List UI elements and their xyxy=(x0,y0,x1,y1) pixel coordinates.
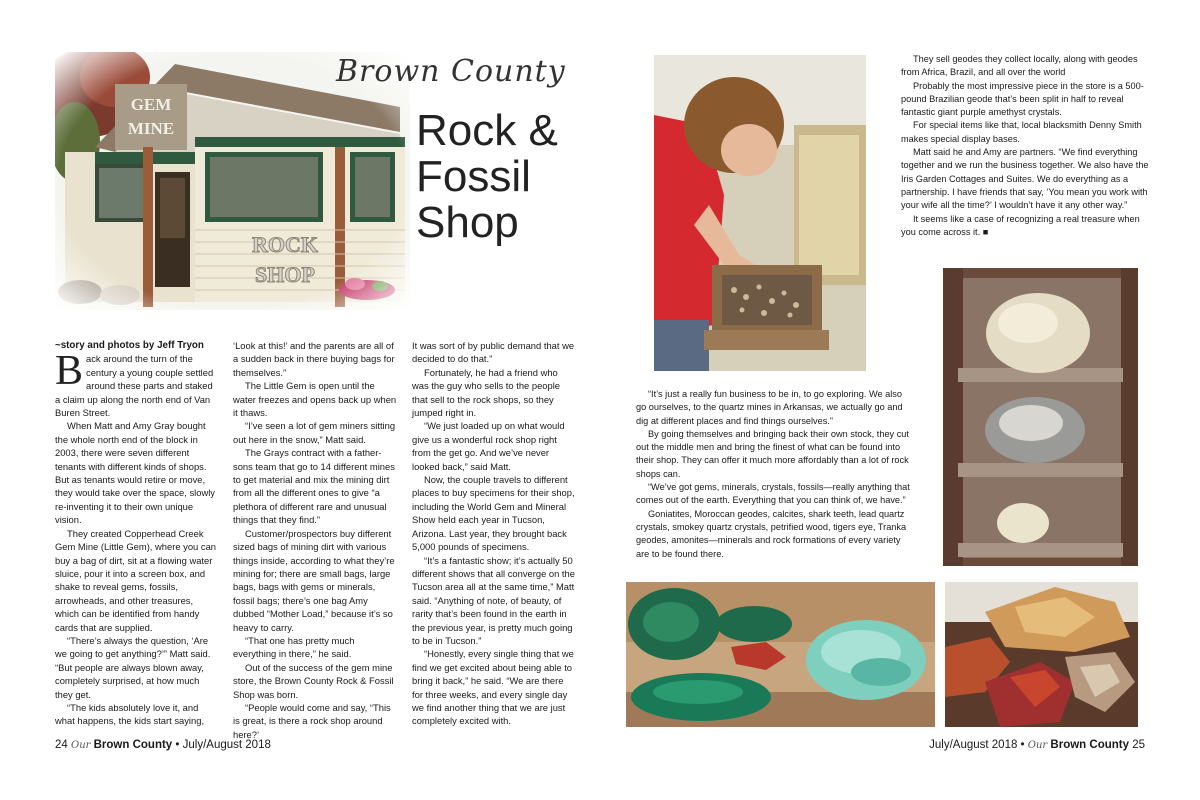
paragraph: Matt said he and Amy are partners. “We find everything together and we run the business together. We also have the Iris Garden Cottages and Suites. We do everything as a partnership. I have friends that say, ‘You mean you work with your wife all the time?’ I wouldn’t have it any other way.” xyxy=(901,147,1149,211)
paragraph: Fortunately, he had a friend who was the guy who sells to the people that sell to the rock shops, so they jumped right in. xyxy=(412,366,561,419)
page-number-left: 24 xyxy=(55,739,68,751)
paragraph: Probably the most impressive piece in the store is a 500-pound Brazilian geode that’s been split in half to reveal fantastic giant purple amethyst crystals. xyxy=(901,80,1144,118)
paragraph: The Grays contract with a father-sons team that go to 14 different mines to get material and mix the mining dirt from all the different ones to give “a plethora of different rare and unusual things that they find.” xyxy=(233,447,395,526)
paragraph: “Honestly, every single thing that we find we get excited about being able to bring it back,” he said. “We are there for three weeks, and every single day we find another thing that we are just completely excited with. xyxy=(412,648,574,727)
paragraph: “It’s a fantastic show; it’s actually 50 different shows that all converge on the Tucson area all at the same time,” Matt said. “Anything of note, of beauty, of rarity that’s been found in the earth in the previous year, is pretty much going to be in Tucson.” xyxy=(412,554,575,646)
storefront-photo xyxy=(55,52,410,310)
article-column-3 xyxy=(412,339,576,728)
paragraph: For special items like that, local blacksmith Denny Smith makes special display bases. xyxy=(901,120,1142,144)
paragraph: Out of the success of the gem mine store, the Brown County Rock & Fossil Shop was born. xyxy=(233,661,394,700)
paragraph: “The kids absolutely love it, and what happens, the kids start saying, xyxy=(55,701,205,727)
page-title xyxy=(416,108,558,246)
paragraph: “That one has pretty much everything in there,” he said. xyxy=(233,634,355,660)
article-column-2 xyxy=(233,339,399,741)
title-line-3: Shop xyxy=(416,198,519,247)
magazine-name: Brown County xyxy=(1050,739,1129,751)
paragraph: “We just loaded up on what would give us a wonderful rock shop right from the get go. And we’ve never looked back,” said Matt. xyxy=(412,420,565,472)
title-line-2: Fossil xyxy=(416,152,531,201)
paragraph: It was sort of by public demand that we decided to do that.” xyxy=(412,340,575,365)
paragraph: Now, the couple travels to different places to buy specimens for their shop, including the World Gem and Mineral Show held each year in Tucson, Arizona. Last year, they brought back 5,000 pounds of specimens. xyxy=(412,474,575,553)
paragraph: ‘Look at this!’ and the parents are all of a sudden back in there buying bags for themselves.” xyxy=(233,340,395,378)
title-line-1: Rock & xyxy=(416,106,558,155)
paragraph: They sell geodes they collect locally, along with geodes from Africa, Brazil, and all over the world xyxy=(901,54,1138,78)
paragraph: “People would come and say, “This is great, is there a rock shop around here?’ xyxy=(233,701,391,740)
magazine-prefix: Our xyxy=(71,740,91,751)
article-column-5 xyxy=(901,53,1149,239)
drop-cap: B xyxy=(55,348,84,395)
paragraph: It seems like a case of recognizing a real treasure when you come across it. ■ xyxy=(901,213,1140,237)
malachite-photo xyxy=(626,582,935,727)
issue-date: • July/August 2018 xyxy=(175,739,271,751)
byline: ~story and photos by Jeff Tryon xyxy=(55,340,204,351)
paragraph: Goniatites, Moroccan geodes, calcites, shark teeth, lead quartz crystals, smokey quartz crystals, petrified wood, tigers eye, Tranka geodes, amonites—minerals and rock formations of every variety are to be found there. xyxy=(636,508,907,559)
paragraph: “There’s always the question, ‘Are we going to get anything?’” Matt said. “But people are always blown away, completely surprised, at how much they get. xyxy=(55,634,211,700)
article-column-4 xyxy=(636,388,914,561)
article-column-1 xyxy=(55,339,217,728)
paragraph: By going themselves and bringing back their own stock, they cut out the middle men and bring the finest of what can be found into their shop. They can offer it much more affordably than a lot of rock shops can. xyxy=(636,428,909,479)
magazine-name: Brown County xyxy=(93,739,173,751)
script-title: Brown County xyxy=(336,54,566,89)
paragraph: “I’ve seen a lot of gem miners sitting out here in the snow,” Matt said. xyxy=(233,420,396,445)
paragraph: They created Copperhead Creek Gem Mine (Little Gem), where you can buy a bag of dirt, sit at a flowing water sluice, pour it into a screen box, and shake to reveal gems, fossils, arrowheads, and other treasures, which can be identified from handy cards that are supplied. xyxy=(55,527,216,633)
paragraph: ack around the turn of the century a young couple settled around these parts and staked a claim up along the north end of Van Buren Street. xyxy=(55,353,214,419)
geode-shelf-photo xyxy=(943,268,1138,566)
page-number-right: 25 xyxy=(1132,739,1145,751)
paragraph: When Matt and Amy Gray bought the whole north end of the block in 2003, there were seven different tenants with different kinds of shops. But as tenants would retire or move, they would take over the space, slowly re-inventing it to their own unique vision. xyxy=(55,420,215,526)
jasper-photo xyxy=(945,582,1138,727)
paragraph: Customer/prospectors buy different sized bags of mining dirt with various things inside, according to what they’re mining for; there are small bags, large bags, bags with gems or minerals, fossil bags; there’s one bag Amy dubbed “Mother Load,” because it’s so heavy to carry. xyxy=(233,527,395,633)
footer-left xyxy=(55,739,271,751)
paragraph: “We’ve got gems, minerals, crystals, fossils—really anything that comes out of the earth. Everything that you can think of, we have.” xyxy=(636,482,910,506)
issue-date: July/August 2018 • xyxy=(929,739,1025,751)
paragraph: The Little Gem is open until the water freezes and opens back up when it thaws. xyxy=(233,380,397,419)
footer-right xyxy=(929,739,1145,751)
boy-sifting-photo xyxy=(654,55,866,371)
paragraph: “It’s just a really fun business to be in, to go exploring. We also go ourselves, to the quartz mines in Arkansas, we actually go and dig at different places and find things ourselves.” xyxy=(636,389,903,426)
magazine-prefix: Our xyxy=(1027,740,1048,751)
